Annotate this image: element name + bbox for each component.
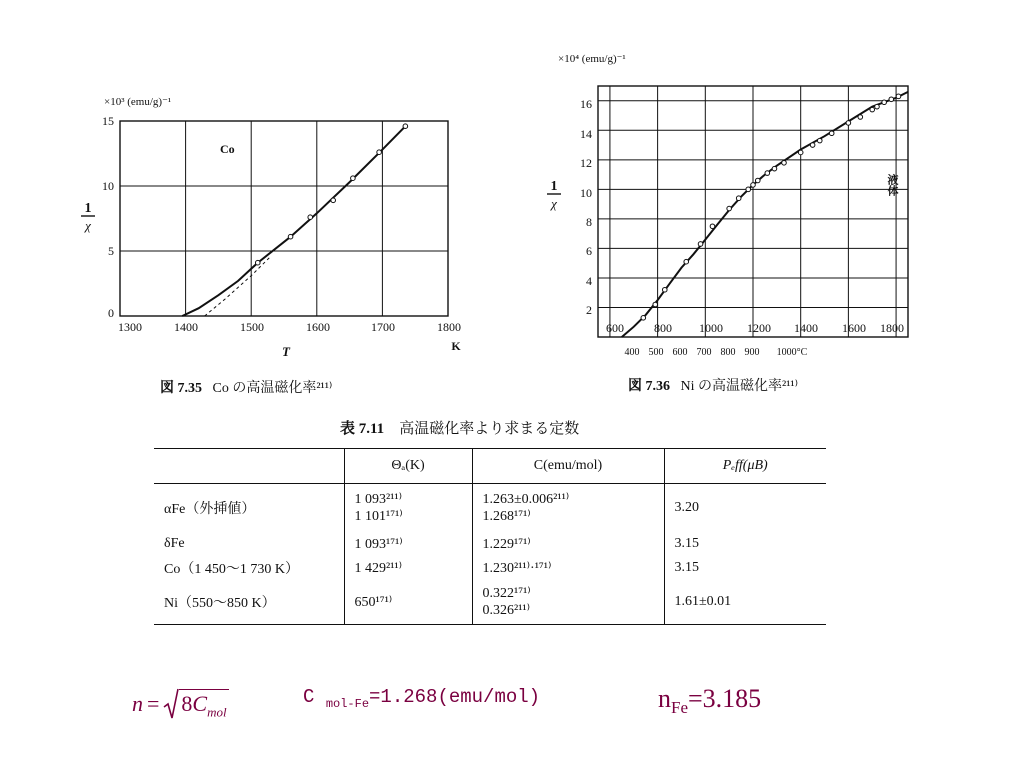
table-header: Pₑff(μB) [664,449,826,484]
row-name: Co（1 450〜1 730 K） [164,562,299,577]
co-annotation: Co [220,142,235,156]
row-theta [344,556,472,580]
table-caption [340,417,579,438]
formula-n-eq: = [147,691,160,716]
co-data-point [288,234,293,239]
co-data-point [377,150,382,155]
table-header-row [154,449,826,484]
table-row [154,580,826,624]
ni-data-point [875,104,880,109]
ni-data-point [889,97,894,102]
table-row [154,556,826,580]
ni-data-point [817,138,822,143]
co-data-point [255,260,260,265]
ni-x-tick: 1800 [880,321,904,335]
co-frame [120,121,448,316]
theta-value: 650¹⁷¹⁾ [354,594,393,610]
ni-data-point [882,100,887,105]
ni-data-point [641,316,646,321]
formula-c-main: C [303,686,315,708]
row-name: Ni（550〜850 K） [164,596,276,611]
ni-data-point [755,178,760,183]
ni-data-point [684,259,689,264]
row-theta [344,532,472,556]
ni-secondary-tick: 500 [648,347,664,358]
co-extrapolation-line [205,256,271,316]
co-x-label: T [282,344,290,359]
ni-x-ticks [606,321,904,335]
co-x-tick: 1700 [371,320,395,334]
ni-y-label-num: 1 [550,179,558,194]
formula-c-sub: mol-Fe [325,696,370,711]
co-caption [160,377,332,397]
co-chart [70,85,490,405]
co-plot-area [120,121,448,316]
co-x-tick: 1800 [437,320,461,334]
ni-data-point [653,302,658,307]
ni-secondary-tick: 1000°C [776,347,808,358]
ni-data-point [727,206,732,211]
ni-y-tick: 16 [580,97,592,111]
c-value: 1.230²¹¹⁾·¹⁷¹⁾ [482,560,552,576]
co-caption-text: Co の高温磁化率²¹¹⁾ [212,381,333,396]
co-data-point [331,198,336,203]
table-row [154,532,826,556]
ni-data-point [782,160,787,165]
row-c [472,556,664,580]
formula-nfe [658,684,761,718]
table-header [154,449,344,484]
formula-n-lhs: n [132,691,143,716]
ni-y-tick: 4 [586,274,592,288]
row-c [472,532,664,556]
ni-y-tick: 10 [580,186,592,200]
ni-data-point [846,121,851,126]
ni-x-tick: 1000 [699,321,723,335]
ni-data-point [736,196,741,201]
co-data-point [308,215,313,220]
theta-value: 1 101¹⁷¹⁾ [354,509,403,524]
co-data-point [351,176,356,181]
ni-secondary-tick: 800 [720,347,736,358]
row-name: αFe（外挿値） [164,502,256,517]
row-peff: 3.15 [664,532,826,556]
ni-caption-text: Ni の高温磁化率²¹¹⁾ [680,379,799,394]
co-y-tick: 0 [108,306,114,320]
sqrt-sign [163,687,179,721]
c-value: 1.263±0.006²¹¹⁾ [482,492,570,507]
table-caption-text: 高温磁化率より求まる定数 [399,421,580,437]
c-value: 1.268¹⁷¹⁾ [482,509,531,524]
ni-y-tick: 8 [586,215,592,229]
ni-x-tick: 1200 [747,321,771,335]
ni-x-tick: 1600 [842,321,866,335]
co-caption-fig: 図 7.35 [160,381,202,396]
c-value: 1.229¹⁷¹⁾ [482,536,531,552]
formula-nfe-sub: Fe [671,698,688,718]
ni-x-tick: 1400 [794,321,818,335]
formula-c-value: =1.268(emu/mol) [369,686,541,708]
ni-x-tick: 800 [654,321,672,335]
ni-data-point [698,242,703,247]
ni-grid [598,86,908,337]
ni-secondary-tick: 400 [624,347,640,358]
theta-value: 1 093²¹¹⁾ [354,492,403,507]
ni-secondary-tick: 600 [672,347,688,358]
ni-y-label-den: χ [551,196,557,211]
ni-y-tick: 14 [580,127,592,141]
table-row [154,484,826,533]
co-x-tick: 1300 [118,320,142,334]
ni-caption-fig: 図 7.36 [628,379,670,394]
ni-data-point [798,150,803,155]
co-y-tick: 15 [102,114,114,128]
ni-data-point [858,115,863,120]
row-theta [344,580,472,624]
ni-annotation: 液体 [886,174,898,196]
ni-fit-line [622,92,908,337]
c-value: 0.322¹⁷¹⁾ [482,586,531,601]
ni-y-tick: 2 [586,303,592,317]
co-y-label-num: 1 [84,201,92,216]
sqrt-var: C [192,691,208,717]
constants-table [154,448,826,625]
ni-plot-area [598,86,908,337]
formula-c-mol [303,686,540,711]
co-y-label-den: χ [85,218,91,233]
row-name: δFe [164,536,185,551]
theta-value: 1 429²¹¹⁾ [354,560,403,576]
co-x-tick: 1400 [174,320,198,334]
ni-chart [540,42,920,362]
table-header: C(emu/mol) [472,449,664,484]
sqrt-sub: mol [207,704,227,720]
ni-data-point [746,187,751,192]
co-y-unit: ×10³ (emu/g)⁻¹ [104,96,172,108]
ni-data-point [765,171,770,176]
ni-data-point [829,131,834,136]
co-x-tick: 1500 [240,320,264,334]
c-value: 0.326²¹¹⁾ [482,603,531,618]
ni-series [622,92,908,337]
table-header: Θₐ(K) [344,449,472,484]
ni-y-tick: 12 [580,156,592,170]
ni-data-point [710,224,715,229]
formula-nfe-main: n [658,684,671,713]
co-grid [120,121,448,316]
formula-nfe-value: =3.185 [688,684,762,713]
ni-data-point [772,166,777,171]
row-peff: 3.15 [664,556,826,580]
ni-data-point [662,287,667,292]
co-y-tick: 10 [102,179,114,193]
co-x-ticks [118,320,461,334]
co-y-tick: 5 [108,244,114,258]
ni-x-tick: 600 [606,321,624,335]
row-theta [344,484,472,533]
ni-secondary-ticks [625,347,808,358]
ni-data-point [870,107,875,112]
formula-n [132,684,229,724]
ni-data-point [896,94,901,99]
ni-secondary-tick: 700 [696,347,712,358]
ni-secondary-tick: 900 [744,347,760,358]
row-peff: 1.61±0.01 [664,580,826,624]
ni-y-tick: 6 [586,244,592,258]
co-fit-line [182,126,405,316]
ni-data-point [751,183,756,188]
ni-y-unit: ×10⁴ (emu/g)⁻¹ [558,53,626,65]
row-peff: 3.20 [664,484,826,533]
theta-value: 1 093¹⁷¹⁾ [354,536,403,552]
co-x-tick: 1600 [306,320,330,334]
co-x-unit: K [451,339,461,353]
ni-caption [628,375,798,395]
table-caption-label: 表 7.11 [340,421,385,437]
sqrt-coef: 8 [181,691,193,717]
row-c [472,484,664,533]
ni-data-point [810,143,815,148]
sqrt-content [179,689,228,720]
co-data-point [403,124,408,129]
row-c [472,580,664,624]
co-series [182,124,407,316]
